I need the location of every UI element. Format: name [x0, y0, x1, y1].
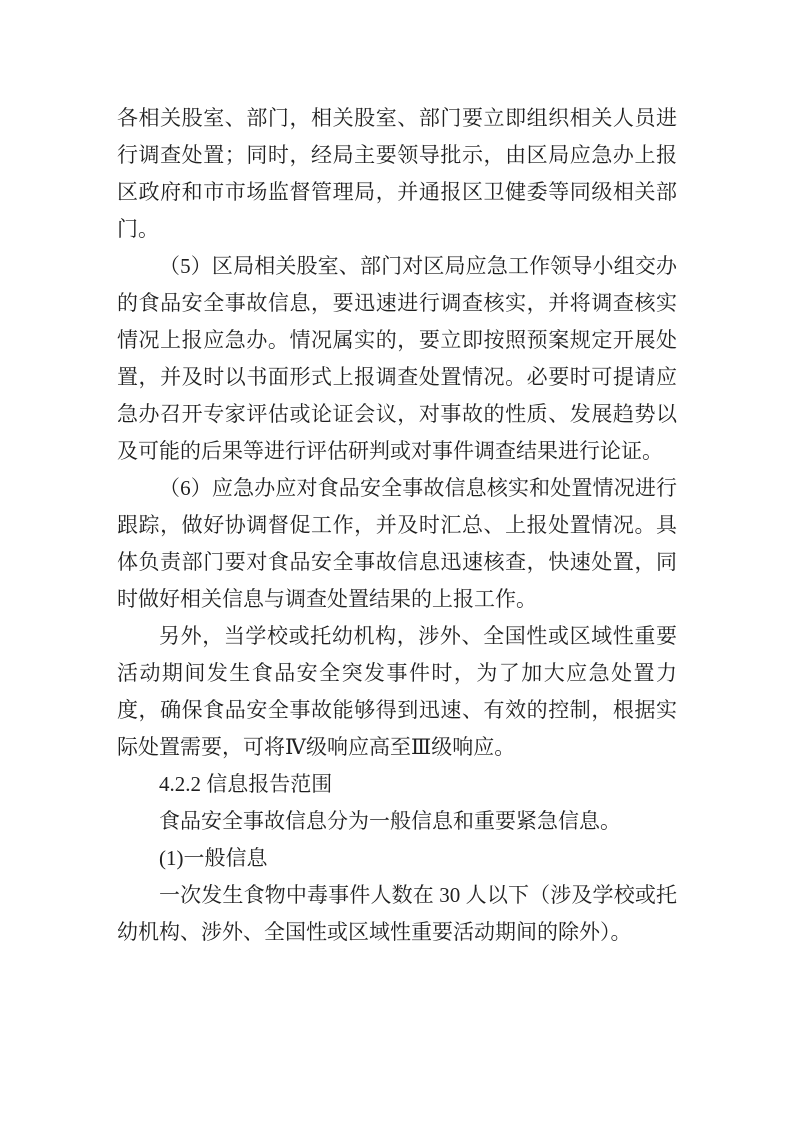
paragraph-additional-note: 另外，当学校或托幼机构，涉外、全国性或区域性重要活动期间发生食品安全突发事件时，为了加大应急处置力度，确保食品安全事故能够得到迅速、有效的控制，根据实际处置需要，可将Ⅳ级响应高至Ⅲ级响应。 [117, 624, 677, 759]
paragraph-info-classification: 食品安全事故信息分为一般信息和重要紧急信息。 [159, 809, 621, 833]
sub-heading-general-info: (1)一般信息 [159, 846, 268, 870]
document-body [117, 100, 677, 951]
paragraph-general-info-detail: 一次发生食物中毒事件人数在 30 人以下（涉及学校或托幼机构、涉外、全国性或区域性重要活动期间的除外）。 [117, 883, 677, 944]
section-heading-4-2-2: 4.2.2 信息报告范围 [159, 772, 333, 796]
paragraph-item-6: （6）应急办应对食品安全事故信息核实和处置情况进行跟踪，做好协调督促工作，并及时汇总、上报处置情况。具体负责部门要对食品安全事故信息迅速核查，快速处置，同时做好相关信息与调查处置结果的上报工作。 [117, 476, 677, 611]
paragraph-item-5: （5）区局相关股室、部门对区局应急工作领导小组交办的食品安全事故信息，要迅速进行调查核实，并将调查核实情况上报应急办。情况属实的，要立即按照预案规定开展处置，并及时以书面形式上报调查处置情况。必要时可提请应急办召开专家评估或论证会议，对事故的性质、发展趋势以及可能的后果等进行评估研判或对事件调查结果进行论证。 [117, 254, 677, 463]
paragraph-continuation: 各相关股室、部门，相关股室、部门要立即组织相关人员进行调查处置；同时，经局主要领导批示，由区局应急办上报区政府和市市场监督管理局，并通报区卫健委等同级相关部门。 [117, 106, 677, 241]
